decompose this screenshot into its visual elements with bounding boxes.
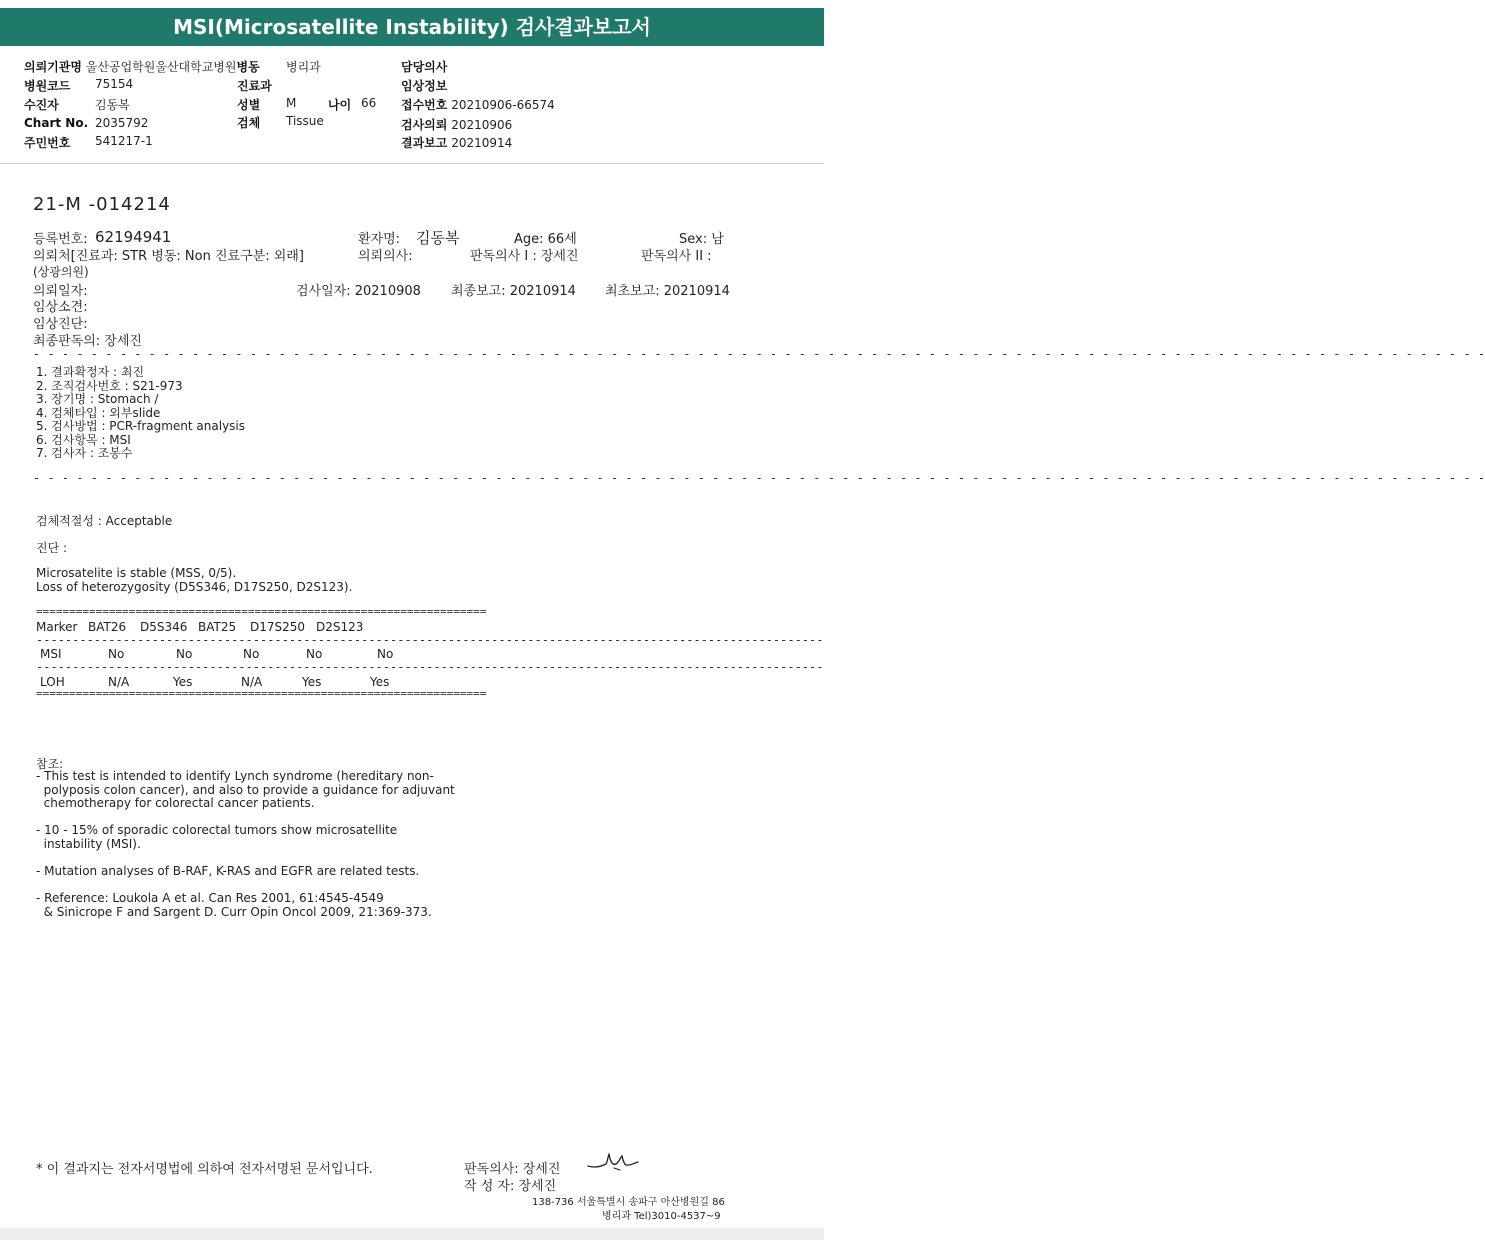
list-item: 3. 장기명 : Stomach / (36, 392, 159, 406)
specimen-value: Tissue (286, 114, 324, 128)
list-item: 6. 검사항목 : MSI (36, 433, 131, 447)
referral-clinic: (상광의원) (33, 265, 89, 279)
list-item: 4. 검체타입 : 외부slide (36, 406, 161, 420)
note-line: - 10 - 15% of sporadic colorectal tumors show microsatellite (36, 823, 398, 837)
list-item: 2. 조직검사번호 : S21-973 (36, 379, 183, 393)
ward-value: 병리과 (286, 60, 321, 74)
table-rule: ------------------------------------------------------------------------------------------------------------- (36, 633, 824, 647)
referral-info: 의뢰처[진료과: STR 병동: Non 진료구분: 외래] (33, 249, 304, 264)
request-label: 검사의뢰 (401, 118, 448, 132)
table-cell: No (108, 647, 125, 661)
note-line: instability (MSI). (36, 837, 141, 851)
dept-label: 진료과 (237, 79, 272, 93)
table-cell: No (176, 647, 193, 661)
testee-label: 수진자 (24, 98, 59, 112)
age-label: 나이 (328, 98, 352, 112)
note-line: & Sinicrope F and Sargent D. Curr Opin Oncol 2009, 21:369-373. (36, 905, 432, 919)
clinical-findings: 임상소견: (33, 300, 88, 315)
table-cell: No (243, 647, 260, 661)
inst-label: 의뢰기관명 (24, 60, 82, 74)
inst-row (24, 58, 260, 75)
page-footer-bar (0, 1228, 824, 1240)
ordering-doctor: 의뢰의사: (358, 249, 413, 264)
table-rule: ------------------------------------------------------------------------------------------------------------- (36, 660, 824, 674)
request-date-label: 의뢰일자: (33, 284, 88, 299)
reg-label: 등록번호: (33, 232, 88, 247)
hospcode-label: 병원코드 (24, 79, 71, 93)
clinical-label: 임상정보 (401, 79, 448, 93)
reader-1: 판독의사 I : 장세진 (470, 249, 579, 264)
chart-label: Chart No. (24, 116, 89, 130)
clinical-diagnosis: 임상진단: (33, 317, 88, 332)
sex-label: 성별 (237, 98, 261, 112)
final-report-date: 최종보고: 20210914 (451, 284, 576, 299)
report-title: MSI(Microsatellite Instability) 검사결과보고서 (0, 8, 824, 46)
table-header-cell: BAT25 (198, 620, 237, 634)
writer-signature-line: 작 성 자: 장세진 (464, 1179, 557, 1194)
sex-value: M (286, 96, 297, 110)
report-label: 결과보고 (401, 136, 448, 150)
patient-label: 환자명: (358, 232, 401, 247)
doctor-label: 담당의사 (401, 60, 448, 74)
chart-value: 2035792 (95, 116, 149, 130)
table-cell: Yes (173, 675, 193, 689)
table-cell: Yes (370, 675, 390, 689)
list-item: 5. 검사방법 : PCR-fragment analysis (36, 419, 246, 433)
department-contact: 병리과 Tel)3010-4537~9 (602, 1211, 721, 1222)
dashed-divider-1: - - - - - - - - - - - - - - - - - - - - - - - - - - - - - - - - - - - - - - - - - - - - - - - - - - - - - - - - - - - - - - - - - - - - - - - - - - - - - - - - - - - - - - - - - - - - - - - - - - - - - (33, 347, 1485, 361)
table-header-cell: D2S123 (316, 620, 364, 634)
receipt-value: 20210906-66574 (451, 98, 555, 112)
table-header-cell: D5S346 (140, 620, 188, 634)
first-report-date: 최초보고: 20210914 (605, 284, 730, 299)
signature-image (586, 1150, 642, 1176)
table-cell: LOH (40, 675, 65, 689)
report-value: 20210914 (451, 136, 513, 150)
reg-value: 62194941 (95, 228, 172, 246)
table-cell: N/A (241, 675, 263, 689)
ward-label: 병동 (236, 60, 260, 74)
diagnosis-line: Loss of heterozygosity (D5S346, D17S250, D2S123). (36, 580, 353, 594)
note-line: - Reference: Loukola A et al. Can Res 2001, 61:4545-4549 (36, 891, 384, 905)
hospcode-value: 75154 (95, 77, 134, 91)
table-header-cell: D17S250 (250, 620, 306, 634)
notes-label: 참조: (36, 757, 64, 771)
test-date: 검사일자: 20210908 (296, 284, 421, 299)
list-item: 7. 검사자 : 조봉수 (36, 446, 133, 460)
testee-value: 김동복 (95, 98, 130, 112)
reader-signature-line: 판독의사: 장세진 (464, 1162, 561, 1177)
list-item: 1. 결과확정자 : 최진 (36, 365, 145, 379)
table-cell: MSI (40, 647, 62, 661)
age-text: Age: 66세 (514, 232, 577, 247)
hospital-address: 138-736 서울특별시 송파구 아산병원길 86 (532, 1197, 725, 1208)
rrn-label: 주민번호 (24, 136, 71, 150)
receipt-label: 접수번호 (401, 98, 448, 112)
diagnosis-line: Microsatelite is stable (MSS, 0/5). (36, 566, 237, 580)
table-cell: No (306, 647, 323, 661)
sex-text: Sex: 남 (679, 232, 724, 247)
table-header-cell: Marker (36, 620, 78, 634)
table-cell: Yes (302, 675, 322, 689)
specimen-label: 검체 (237, 116, 261, 130)
table-header-cell: BAT26 (88, 620, 127, 634)
table-rule-top: ==================================================================== (36, 605, 487, 618)
table-cell: No (377, 647, 394, 661)
report-number: 21-M -014214 (33, 194, 171, 215)
inst-value: 울산공업학원울산대학교병원 (85, 60, 237, 74)
diagnosis-label: 진단 : (36, 541, 68, 555)
reader-2: 판독의사 II : (641, 249, 712, 264)
table-rule-bottom: ==================================================================== (36, 687, 487, 700)
age-value: 66 (361, 96, 377, 110)
rrn-value: 541217-1 (95, 134, 153, 148)
note-line: chemotherapy for colorectal cancer patients. (36, 796, 315, 810)
specimen-adequacy: 검체적절성 : Acceptable (36, 514, 173, 528)
header-divider (0, 163, 824, 164)
note-line: polyposis colon cancer), and also to provide a guidance for adjuvant (36, 783, 455, 797)
note-line: - This test is intended to identify Lynch syndrome (hereditary non- (36, 769, 434, 783)
esign-note: * 이 결과지는 전자서명법에 의하여 전자서명된 문서입니다. (36, 1162, 373, 1177)
final-reader: 최종판독의: 장세진 (33, 334, 142, 349)
note-line: - Mutation analyses of B-RAF, K-RAS and EGFR are related tests. (36, 864, 420, 878)
patient-value: 김동복 (416, 229, 460, 247)
table-cell: N/A (108, 675, 130, 689)
dashed-divider-2: - - - - - - - - - - - - - - - - - - - - - - - - - - - - - - - - - - - - - - - - - - - - - - - - - - - - - - - - - - - - - - - - - - - - - - - - - - - - - - - - - - - - - - - - - - - - - - - - - - - - - (33, 471, 1485, 485)
request-value: 20210906 (451, 118, 513, 132)
